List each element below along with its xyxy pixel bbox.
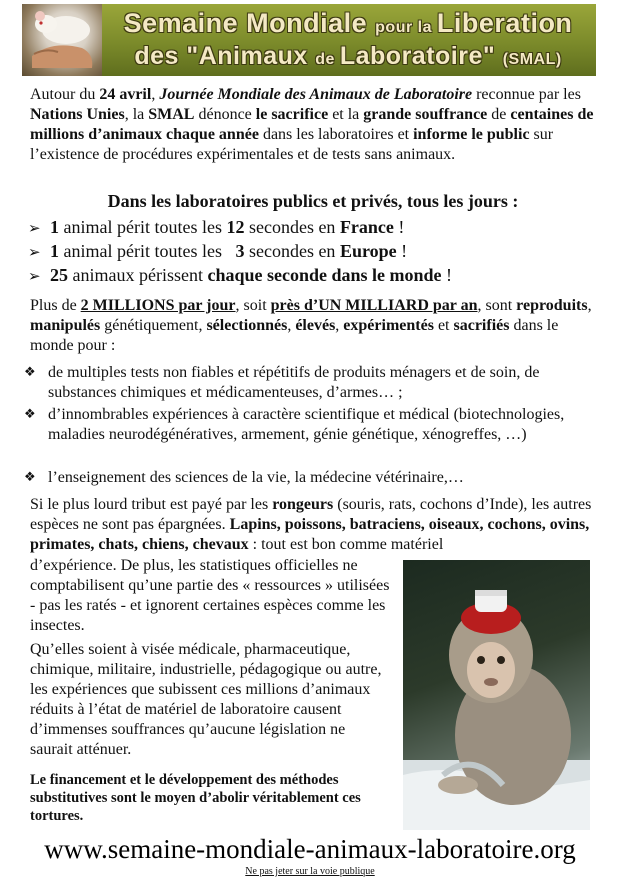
arrow-bullet-icon: ➢ [28,219,41,237]
website-url: www.semaine-mondiale-animaux-laboratoire.org [44,834,576,864]
list-item: ❖ d’innombrables expériences à caractère scientifique et médical (biotechnologies, maladies neurodégénératives, armement, génie génétique, xénogreffes, …) [24,406,565,443]
daily-heading: Dans les laboratoires publics et privés, tous les jours : [107,191,519,211]
intro-paragraph: Autour du 24 avril, Journée Mondiale des Animaux de Laboratoire reconnue par les Nations Unies, la SMAL dénonce le sacrifice et la grande souffrance de centaines de millions d’animaux chaque année dans les laboratoires et informe le public sur l’existence de procédures expérimentales et de tests sans animaux. [30,86,594,163]
header-banner [22,4,596,76]
rat-in-hand-image [22,4,102,76]
arrow-bullet-icon: ➢ [28,243,41,261]
stat-europe: ➢ 1 animal périt toutes les 3 secondes en Europe ! [28,241,408,261]
list-item: ❖ de multiples tests non fiables et répétitifs de produits ménagers et de soin, de substances chimiques et médicamenteuses, d’armes… ; [24,364,540,401]
visee-paragraph: Qu’elles soient à visée médicale, pharmaceutique, chimique, militaire, industrielle, pédagogique ou autre, les expériences que subissent ces millions d’animaux réduits à l’état de matériel de laboratoire causent d’immenses souffrances qu’aucune législation ne saurait atténuer. [30,641,382,758]
footer-note: Ne pas jeter sur la voie publique [245,866,375,877]
banner-title-line-2: des "Animaux de Laboratoire" (SMAL) [134,42,562,70]
list-item: ❖ l’enseignement des sciences de la vie, la médecine vétérinaire,… [24,469,464,486]
diamond-bullet-icon: ❖ [24,365,36,380]
conclusion-paragraph: Le financement et le développement des méthodes substitutives sont le moyen d’abolir véritablement ces tortures. [30,772,361,824]
tribut-paragraph: Si le plus lourd tribut est payé par les rongeurs (souris, rats, cochons d’Inde), les autres espèces ne sont pas épargnées. Lapins, poissons, batraciens, oiseaux, cochons, ovins, primates, chats, chiens, chevaux : tout est bon comme matériel [30,496,592,553]
stat-world: ➢ 25 animaux périssent chaque seconde dans le monde ! [28,265,452,285]
arrow-bullet-icon: ➢ [28,267,41,285]
laboratory-monkey-photo [403,560,590,830]
millions-paragraph: Plus de 2 MILLIONS par jour, soit près d’UN MILLIARD par an, sont reproduits, manipulés génétiquement, sélectionnés, élevés, expérimentés et sacrifiés dans le monde pour : [30,297,592,354]
experience-paragraph: d’expérience. De plus, les statistiques officielles ne comptabilisent qu’une partie des « ressources » utilisées - pas les ratés - et ignorent certaines espèces comme les insectes. [30,557,390,634]
diamond-bullet-icon: ❖ [24,407,36,422]
diamond-bullet-icon: ❖ [24,470,36,485]
stat-france: ➢ 1 animal périt toutes les 12 secondes en France ! [28,217,405,237]
banner-title-line-1: Semaine Mondiale pour la Liberation [123,8,573,38]
monkey-illustration [403,560,590,830]
rat-illustration [22,4,102,76]
